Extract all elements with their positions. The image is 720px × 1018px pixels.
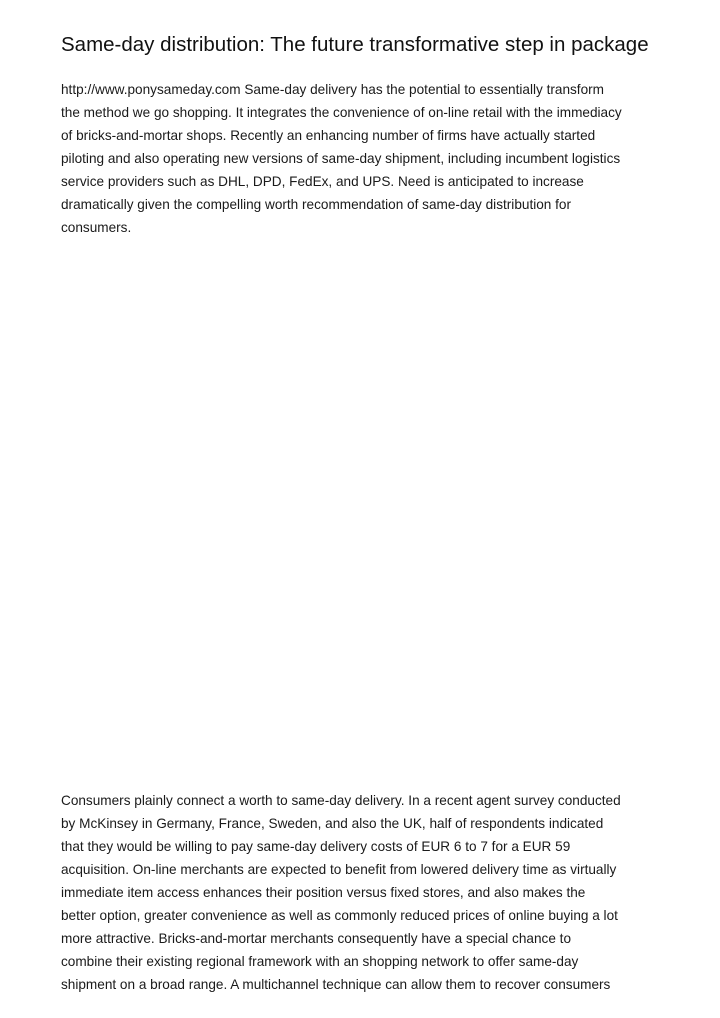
text-line: shipment on a broad range. A multichannel technique can allow them to recover consumers <box>61 977 611 992</box>
text-line: service providers such as DHL, DPD, FedEx, and UPS. Need is anticipated to increase <box>61 174 584 189</box>
text-line: Consumers plainly connect a worth to same-day delivery. In a recent agent survey conducted <box>61 793 621 808</box>
paragraph-consumers <box>61 789 671 996</box>
text-line: consumers. <box>61 220 132 235</box>
text-line: by McKinsey in Germany, France, Sweden, and also the UK, half of respondents indicated <box>61 816 604 831</box>
text-line: immediate item access enhances their position versus fixed stores, and also makes the <box>61 885 586 900</box>
text-line: of bricks-and-mortar shops. Recently an enhancing number of firms have actually started <box>61 128 596 143</box>
text-line: http://www.ponysameday.com Same-day delivery has the potential to essentially transform <box>61 82 604 97</box>
text-line: that they would be willing to pay same-day delivery costs of EUR 6 to 7 for a EUR 59 <box>61 839 571 854</box>
text-line: combine their existing regional framework with an shopping network to offer same-day <box>61 954 579 969</box>
document-title: Same-day distribution: The future transformative step in package <box>61 33 649 56</box>
text-line: acquisition. On-line merchants are expected to benefit from lowered delivery time as virtually <box>61 862 617 877</box>
text-line: dramatically given the compelling worth recommendation of same-day distribution for <box>61 197 572 212</box>
paragraph-intro <box>61 78 671 239</box>
text-line: piloting and also operating new versions of same-day shipment, including incumbent logistics <box>61 151 621 166</box>
text-line: better option, greater convenience as well as commonly reduced prices of online buying a lot <box>61 908 618 923</box>
text-line: more attractive. Bricks-and-mortar merchants consequently have a special chance to <box>61 931 571 946</box>
text-line: the method we go shopping. It integrates the convenience of on-line retail with the immediacy <box>61 105 622 120</box>
